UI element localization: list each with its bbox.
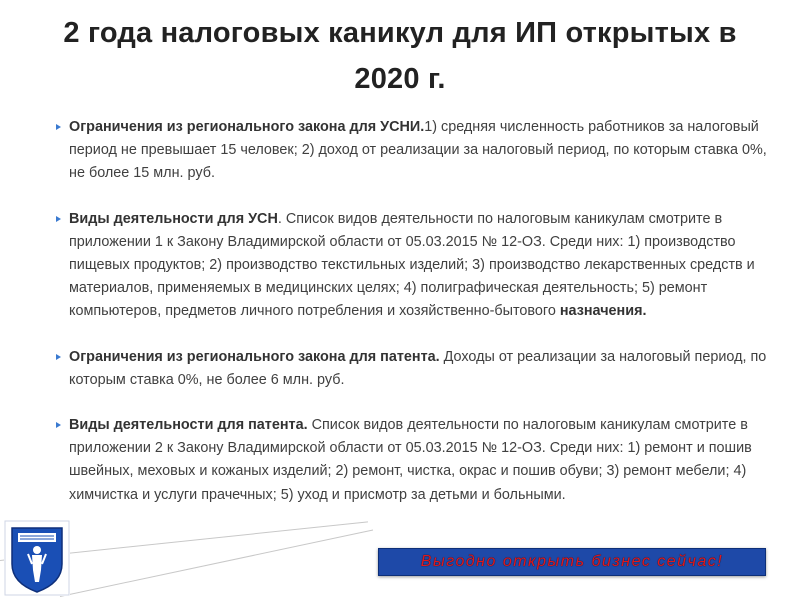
slide-title xyxy=(0,10,800,102)
decor-line xyxy=(60,529,373,597)
bullet-text: Список видов деятельности по налоговым каникулам смотрите в приложении 2 к Закону Владимирской области от 05.03.2015 № 12-ОЗ. Среди них: 1) ремонт и пошив швейных, меховых и кожаных изделий; 2) ремонт, чистка, окрас и пошив обуви; 3) ремонт мебели; 4) химчистка и услуги прачечных; 5) уход и присмотр за детьми и больными. xyxy=(69,417,752,503)
promo-banner xyxy=(378,548,766,576)
bullet-heading: Виды деятельности для УСН xyxy=(69,210,278,227)
emblem-icon xyxy=(4,520,70,596)
emblem-icon-graphic xyxy=(4,520,70,596)
bullet-item-usn-limits xyxy=(52,116,782,186)
bullet-text: . Список видов деятельности по налоговым каникулам смотрите в приложении 1 к Закону Владимирской области от 05.03.2015 № 12-ОЗ. Среди них: 1) производство пищевых продуктов; 2) производство текстильных изделий; 3) производство лекарственных средств и материалов, применяемых в медицинских целях; 4) полиграфическая деятельность; 5) ремонт компьютеров, предметов личного потребления и хозяйственно-бытового xyxy=(69,210,755,320)
bullet-text-bold-end: назначения. xyxy=(559,303,647,320)
bullet-item-patent-limits xyxy=(52,346,782,392)
bullet-list xyxy=(52,116,782,507)
bullet-item-usn-activities xyxy=(52,208,782,324)
slide-title-line1: 2 года налоговых каникул для ИП открытых в xyxy=(63,17,737,49)
bullet-text: 1) средняя численность работников за налоговый период не превышает 15 человек; 2) доход от реализации за налоговый период, по которым ставка 0%, не более 15 млн. руб. xyxy=(69,119,767,182)
bullet-heading: Ограничения из регионального закона для УСНИ. xyxy=(69,119,425,135)
bullet-item-patent-activities xyxy=(52,414,782,507)
bullet-heading: Виды деятельности для патента. xyxy=(69,417,308,434)
bullet-text: Доходы от реализации за налоговый период, по которым ставка 0%, не более 6 млн. руб. xyxy=(69,348,767,388)
slide-title-line2: 2020 г. xyxy=(354,63,446,95)
promo-banner-text: Выгодно открыть бизнес сейчас! xyxy=(420,553,724,570)
bullet-heading: Ограничения из регионального закона для патента. xyxy=(69,348,440,365)
